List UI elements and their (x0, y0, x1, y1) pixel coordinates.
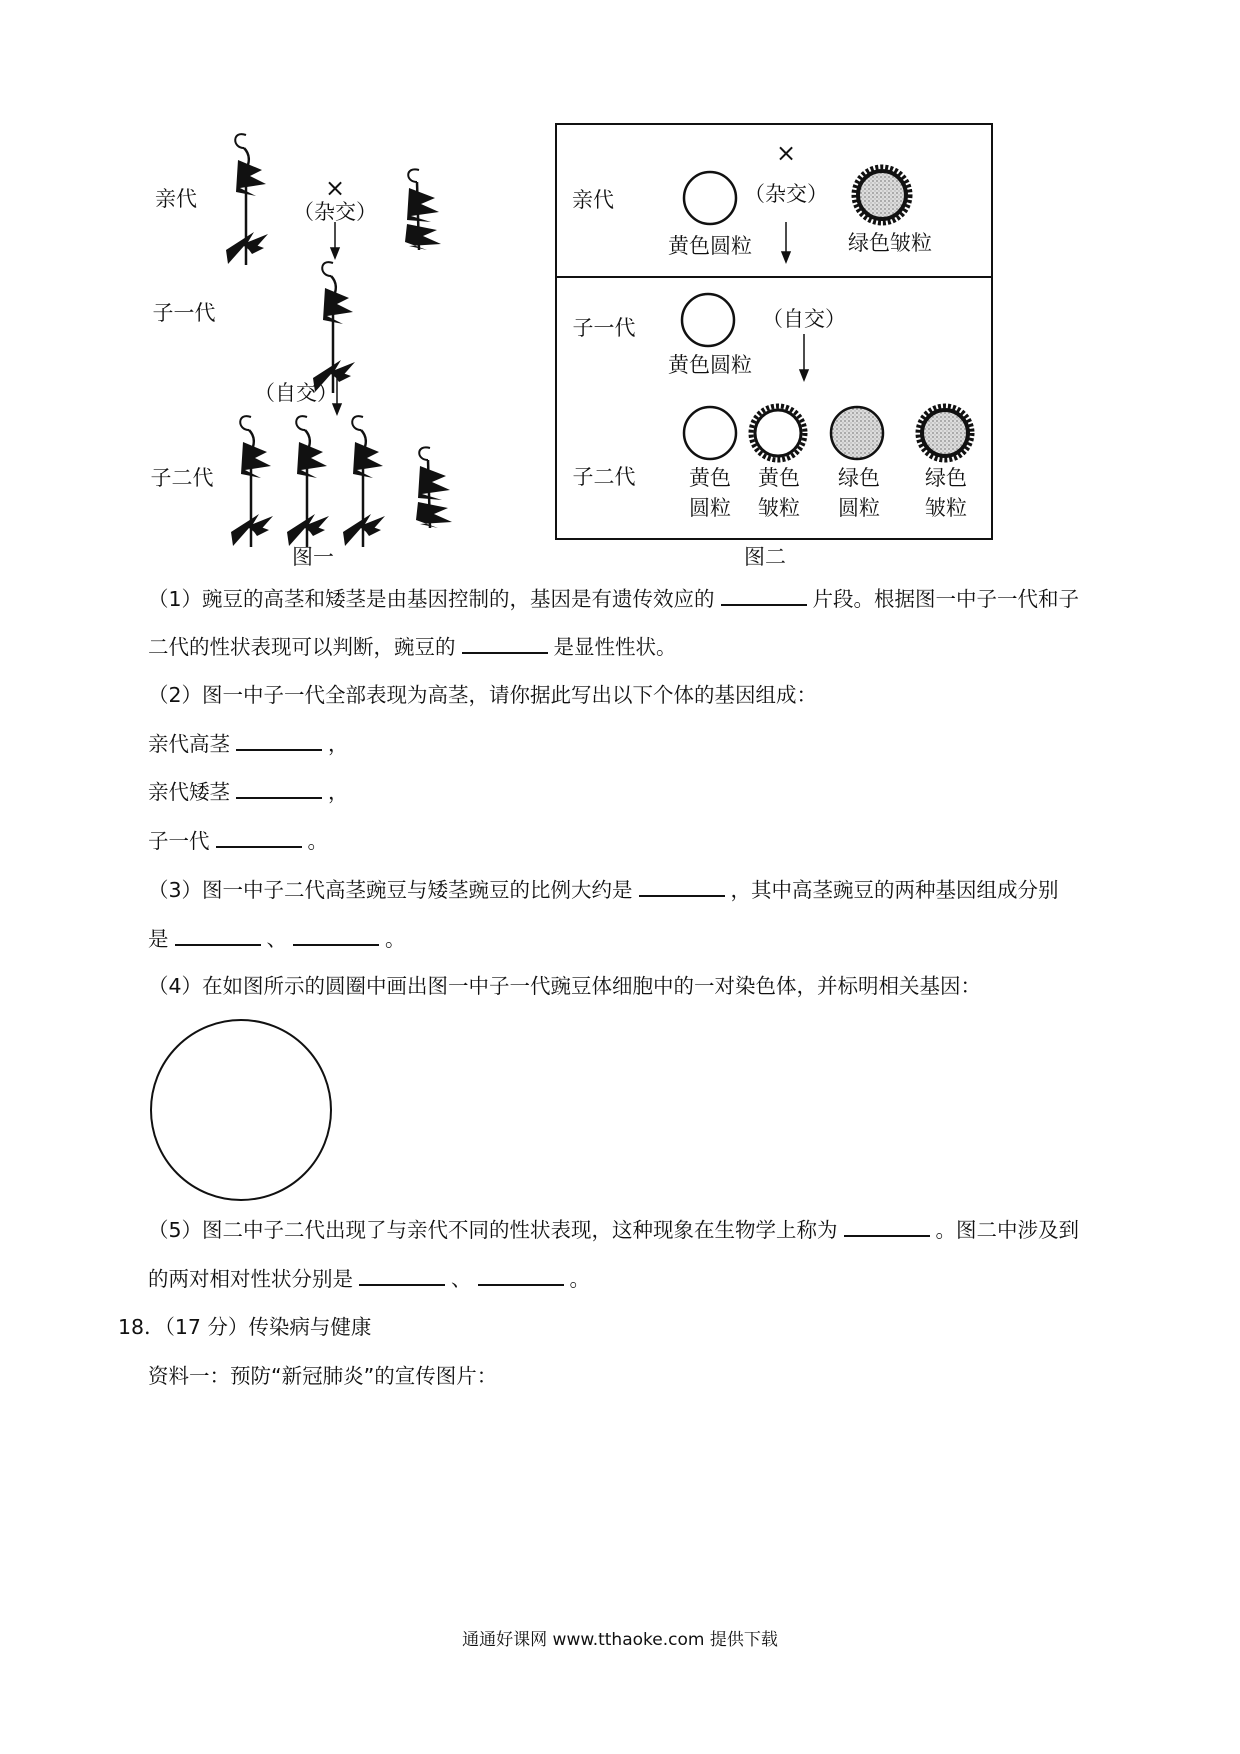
answer-blank[interactable] (478, 1264, 564, 1286)
question-1-line-1 (148, 584, 1079, 613)
fig2-parent-left-label: 黄色圆粒 (668, 234, 752, 258)
q1b-text: 二代的性状表现可以判断，豌豆的 (148, 635, 456, 659)
footer: 通通好课网 www.tthaoke.com 提供下载 (462, 1630, 778, 1650)
q5a-text: （5）图二中子二代出现了与亲代不同的性状表现，这种现象在生物学上称为 (148, 1218, 838, 1242)
fig2-label-parent: 亲代 (572, 188, 614, 212)
plant-parent-short (405, 169, 441, 250)
question-1-line-2 (148, 632, 677, 661)
question-18-heading: 18．（17 分）传染病与健康 (118, 1315, 372, 1339)
fig2-self-label: （自交） (762, 307, 846, 331)
answer-blank[interactable] (175, 924, 261, 946)
fig2-label-f1: 子一代 (572, 316, 636, 340)
q2c-text: 子一代 (148, 829, 210, 853)
fig2-f2-seed-label-3b: 圆粒 (838, 496, 880, 520)
plant-f2-tall-3 (343, 416, 385, 547)
plant-f1-tall (313, 262, 355, 393)
fig2-f2-seed-label-2b: 皱粒 (758, 496, 800, 520)
question-5-line-1 (148, 1215, 1079, 1244)
q2b-text: 亲代矮茎 (148, 780, 230, 804)
answer-blank[interactable] (236, 729, 322, 751)
q3b-sep: 、 (266, 927, 287, 951)
question-3-line-2 (148, 924, 406, 953)
answer-blank[interactable] (462, 632, 548, 654)
fig2-cross-label: （杂交） (744, 182, 828, 206)
plant-parent-tall (226, 134, 268, 265)
plant-f2-tall-2 (287, 416, 329, 547)
answer-blank[interactable] (293, 924, 379, 946)
fig2-caption: 图二 (744, 545, 786, 569)
question-2b (148, 777, 349, 806)
fig1-caption: 图一 (292, 545, 334, 569)
q5b-end: 。 (569, 1267, 590, 1291)
fig2-f2-seed-label-4a: 绿色 (925, 466, 967, 490)
q5b-text: 的两对相对性状分别是 (148, 1267, 353, 1291)
q3a-text: （3）图一中子二代高茎豌豆与矮茎豌豆的比例大约是 (148, 878, 633, 902)
q5b-sep: 、 (451, 1267, 472, 1291)
q1b-text-post: 是显性性状。 (553, 635, 677, 659)
fig2-f2-seed-label-2a: 黄色 (758, 466, 800, 490)
q5a-text-post: 。图二中涉及到 (935, 1218, 1080, 1242)
q3b-text: 是 (148, 927, 169, 951)
answer-blank[interactable] (844, 1215, 930, 1237)
plant-f2-tall-1 (231, 416, 273, 547)
fig1-label-f1: 子一代 (152, 301, 216, 325)
fig1-cross-label: （杂交） (293, 200, 377, 224)
fig1-self-label: （自交） (254, 381, 338, 405)
question-2c (148, 826, 328, 855)
answer-blank[interactable] (216, 826, 302, 848)
q2a-text: 亲代高茎 (148, 732, 230, 756)
q1a-text: （1）豌豆的高茎和矮茎是由基因控制的，基因是有遗传效应的 (148, 587, 715, 611)
q1a-text-post: 片段。根据图一中子一代和子 (812, 587, 1080, 611)
fig2-f2-seed-label-1b: 圆粒 (689, 496, 731, 520)
question-5-line-2 (148, 1264, 590, 1293)
q2b-end: ， (328, 780, 349, 804)
answer-blank[interactable] (721, 584, 807, 606)
answer-blank[interactable] (639, 875, 725, 897)
question-3-line-1 (148, 875, 1059, 904)
drawing-circle[interactable] (150, 1019, 332, 1201)
fig2-divider (555, 276, 991, 278)
fig2-parent-right-label: 绿色皱粒 (848, 231, 932, 255)
arrow-fig1-cross (331, 222, 339, 258)
question-2: （2）图一中子一代全部表现为高茎，请你据此写出以下个体的基因组成： (148, 683, 818, 707)
question-4: （4）在如图所示的圆圈中画出图一中子一代豌豆体细胞中的一对染色体，并标明相关基因： (148, 974, 982, 998)
fig2-cross-symbol: × (775, 139, 797, 167)
q3a-text-post: ，其中高茎豌豆的两种基因组成分别 (730, 878, 1059, 902)
fig1-label-f2: 子二代 (150, 466, 214, 490)
fig2-f1-seed-label: 黄色圆粒 (668, 353, 752, 377)
question-2a (148, 729, 349, 758)
fig2-f2-seed-label-1a: 黄色 (689, 466, 731, 490)
fig2-f2-seed-label-4b: 皱粒 (925, 496, 967, 520)
fig1-label-parent: 亲代 (155, 187, 197, 211)
q2c-end: 。 (307, 829, 328, 853)
fig2-f2-seed-label-3a: 绿色 (838, 466, 880, 490)
plant-f2-short (416, 447, 452, 528)
answer-blank[interactable] (359, 1264, 445, 1286)
material-1-label: 资料一：预防“新冠肺炎”的宣传图片： (148, 1364, 498, 1388)
q2a-end: ， (328, 732, 349, 756)
answer-blank[interactable] (236, 777, 322, 799)
q3b-end: 。 (385, 927, 406, 951)
fig2-label-f2: 子二代 (572, 465, 636, 489)
fig1-cross-symbol: × (324, 174, 346, 202)
